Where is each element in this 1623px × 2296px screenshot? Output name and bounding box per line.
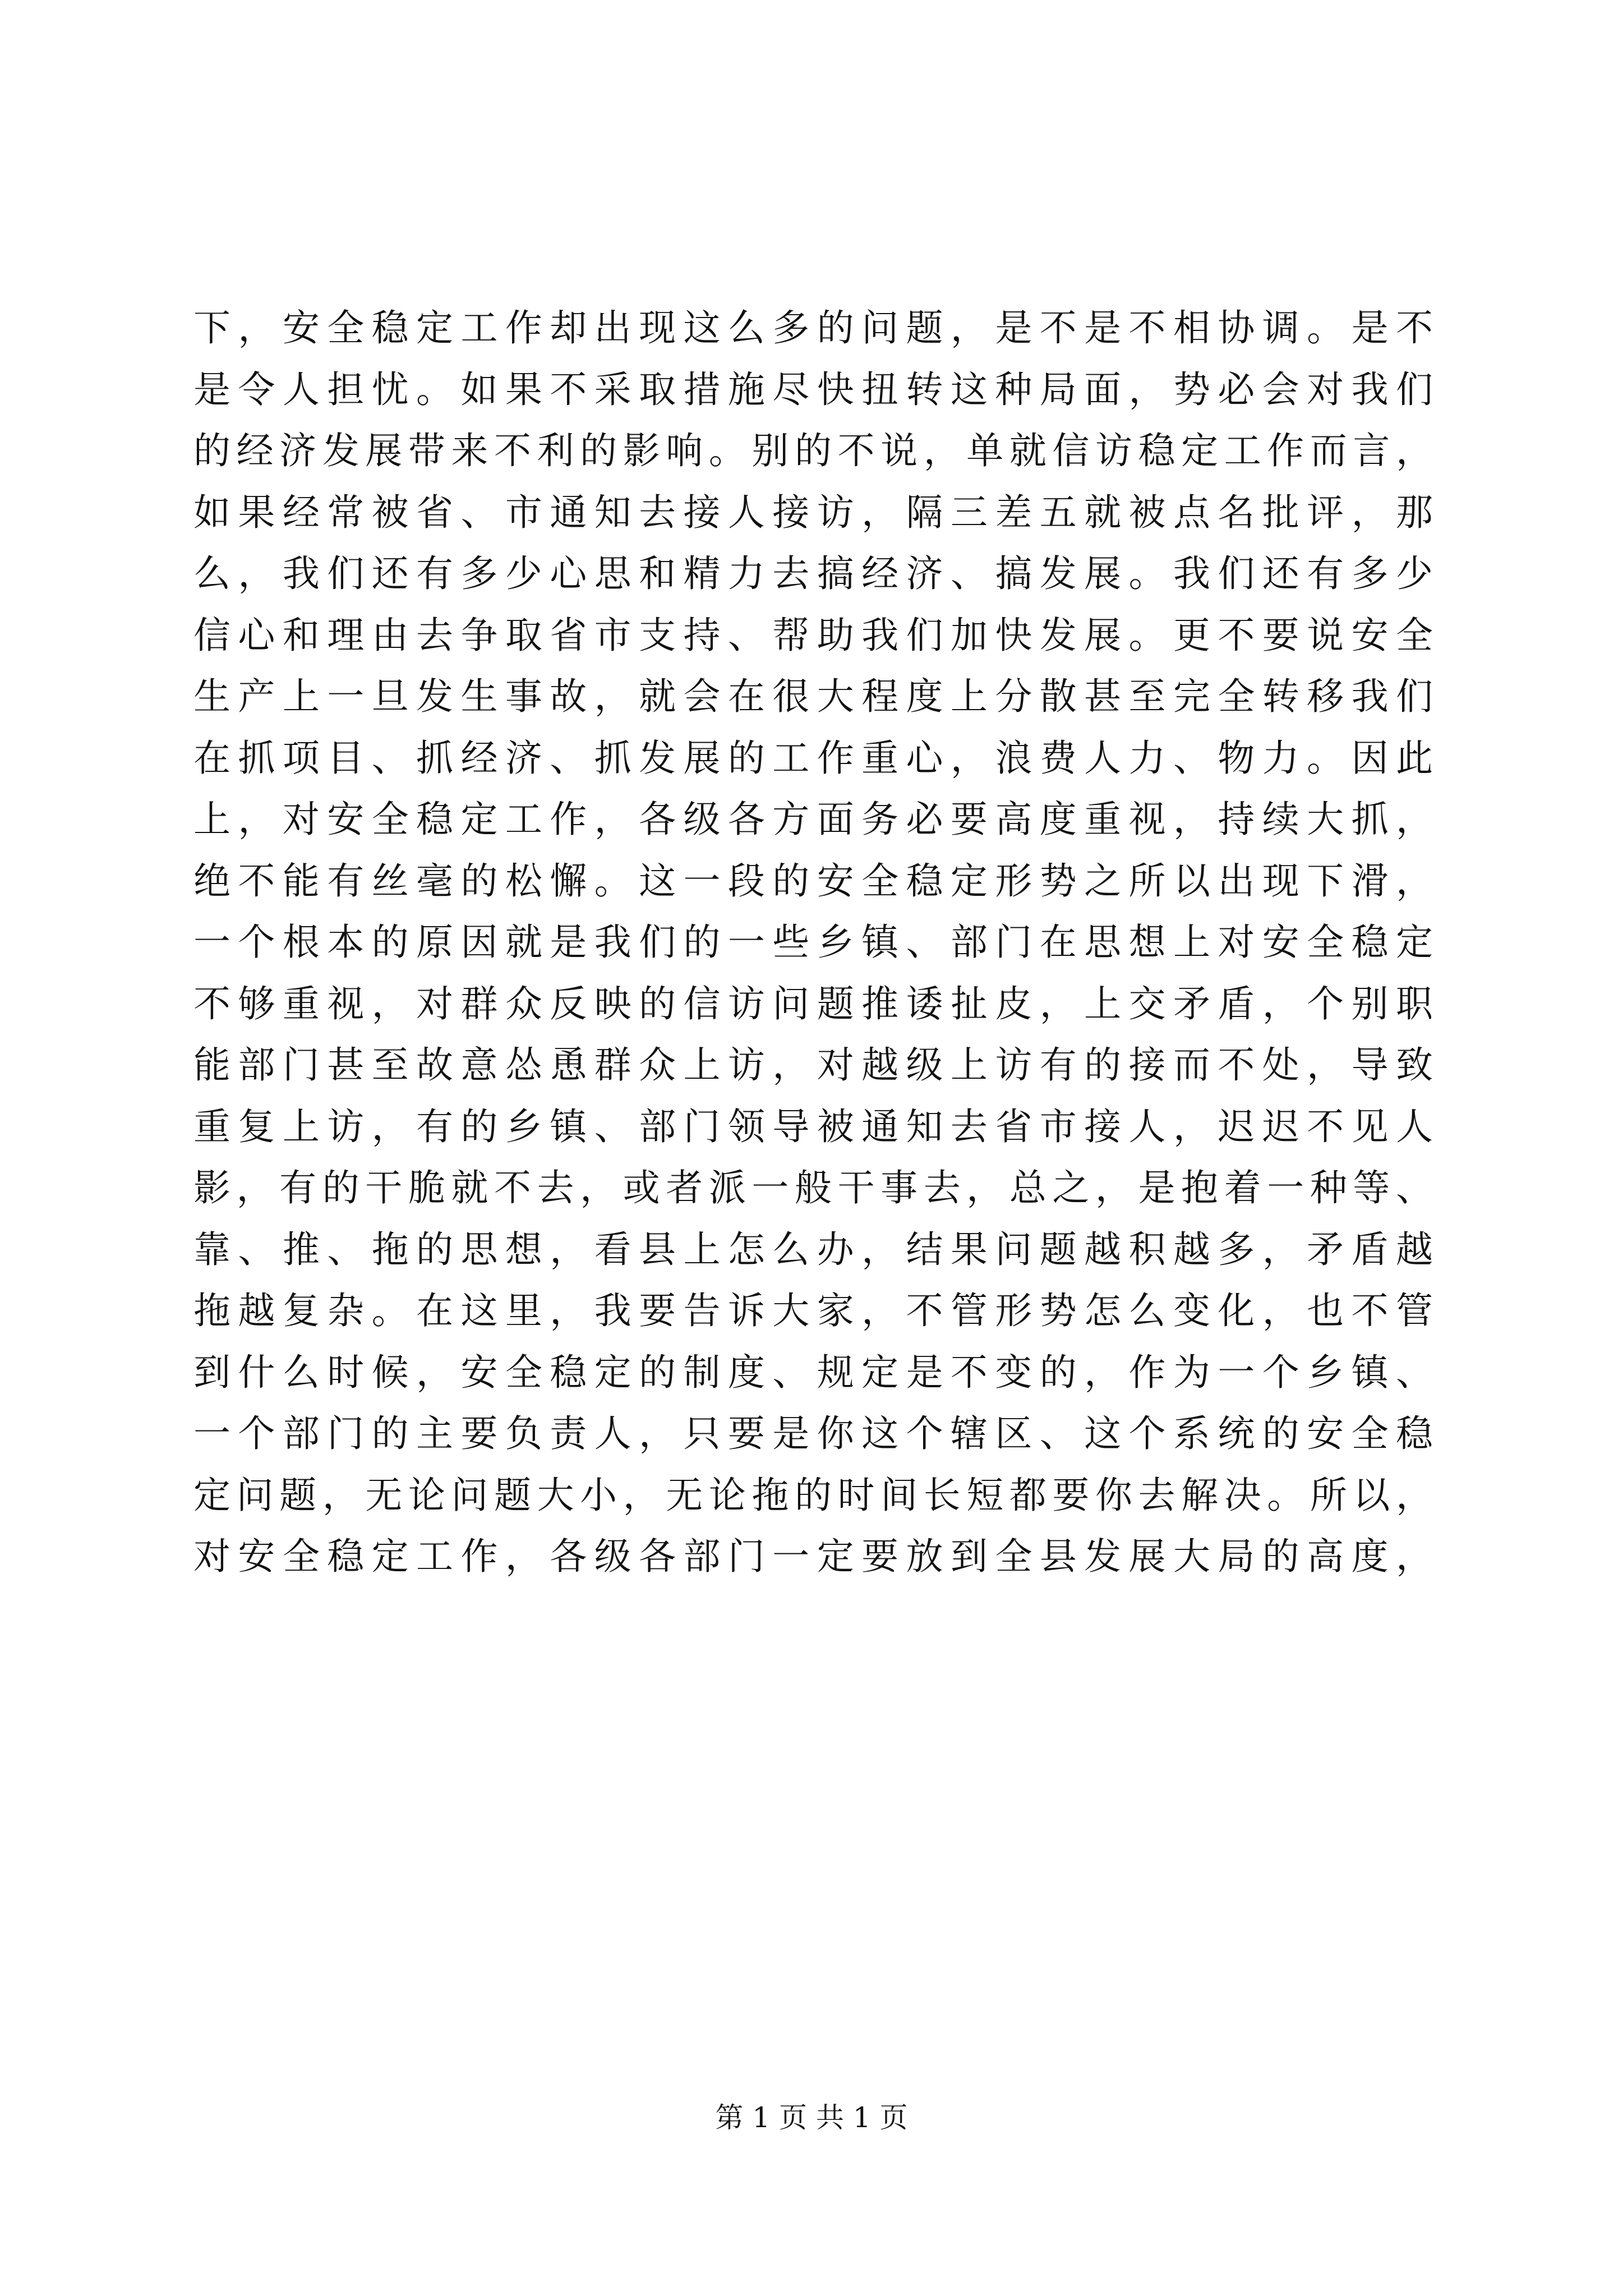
text-line: 靠、推、拖的思想，看县上怎么办，结果问题越积越多，矛盾越	[193, 1227, 1433, 1271]
text-line: 在抓项目、抓经济、抓发展的工作重心，浪费人力、物力。因此	[193, 736, 1433, 780]
text-line: 一个部门的主要负责人，只要是你这个辖区、这个系统的安全稳	[193, 1412, 1433, 1455]
text-line: 的经济发展带来不利的影响。别的不说，单就信访稳定工作而言，	[193, 429, 1433, 472]
text-line: 么，我们还有多少心思和精力去搞经济、搞发展。我们还有多少	[193, 552, 1433, 595]
text-line: 信心和理由去争取省市支持、帮助我们加快发展。更不要说安全	[193, 613, 1433, 657]
text-line: 如果经常被省、市通知去接人接访，隔三差五就被点名批评，那	[193, 490, 1433, 534]
text-line: 一个根本的原因就是我们的一些乡镇、部门在思想上对安全稳定	[193, 921, 1433, 964]
text-line: 重复上访，有的乡镇、部门领导被通知去省市接人，迟迟不见人	[193, 1105, 1433, 1148]
text-line: 生产上一旦发生事故，就会在很大程度上分散甚至完全转移我们	[193, 675, 1433, 718]
text-line: 绝不能有丝毫的松懈。这一段的安全稳定形势之所以出现下滑，	[193, 859, 1433, 903]
text-line: 对安全稳定工作，各级各部门一定要放到全县发展大局的高度，	[193, 1535, 1433, 1578]
text-line: 能部门甚至故意怂恿群众上访，对越级上访有的接而不处，导致	[193, 1043, 1433, 1087]
text-line: 是令人担忧。如果不采取措施尽快扭转这种局面，势必会对我们	[193, 367, 1433, 411]
text-line: 到什么时候，安全稳定的制度、规定是不变的，作为一个乡镇、	[193, 1350, 1433, 1394]
text-line: 影，有的干脆就不去，或者派一般干事去，总之，是抱着一种等、	[193, 1166, 1433, 1209]
text-line: 下，安全稳定工作却出现这么多的问题，是不是不相协调。是不	[193, 306, 1433, 349]
text-line: 不够重视，对群众反映的信访问题推诿扯皮，上交矛盾，个别职	[193, 982, 1433, 1025]
page-footer: 第 1 页 共 1 页	[715, 2101, 908, 2134]
text-line: 拖越复杂。在这里，我要告诉大家，不管形势怎么变化，也不管	[193, 1289, 1433, 1332]
text-line: 定问题，无论问题大小，无论拖的时间长短都要你去解决。所以，	[193, 1473, 1433, 1517]
text-line: 上，对安全稳定工作，各级各方面务必要高度重视，持续大抓，	[193, 798, 1433, 841]
body-text	[193, 297, 1433, 1588]
